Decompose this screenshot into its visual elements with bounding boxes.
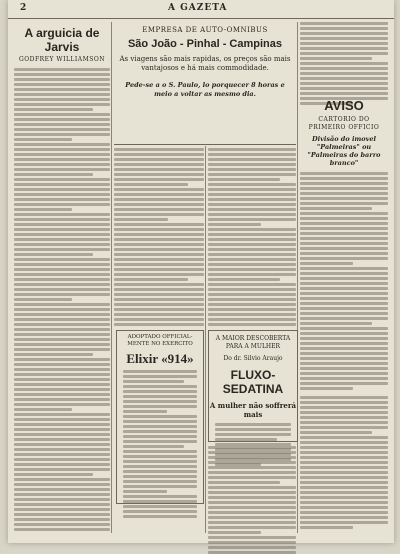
elixir-heading: ADOPTADO OFFICIAL-MENTE NO EXERCITO bbox=[127, 334, 193, 347]
aviso-title: AVISO bbox=[324, 98, 364, 113]
column3-lower-text bbox=[208, 446, 296, 554]
column-divider bbox=[205, 146, 206, 533]
fluxo-sedatina-advertisement bbox=[208, 330, 298, 442]
bus-company-advertisement bbox=[114, 22, 296, 145]
aviso-text-block bbox=[300, 172, 388, 390]
page-header bbox=[8, 0, 394, 19]
ad-company-name: EMPRESA DE AUTO-OMNIBUS bbox=[142, 26, 268, 34]
elixir-name: Elixir «914» bbox=[126, 351, 194, 366]
column3-text bbox=[208, 148, 296, 326]
ad-route: São João - Pinhal - Campinas bbox=[127, 38, 283, 50]
article-title: A arguicia de Jarvis bbox=[24, 26, 100, 54]
fluxo-heading: A MAIOR DESCOBERTA PARA A MULHER bbox=[215, 335, 291, 350]
aviso-office: CARTORIO DO PRIMEIRO OFFICIO bbox=[308, 116, 380, 131]
column4-lower-text bbox=[300, 396, 388, 529]
fluxo-name: FLUXO-SEDATINA bbox=[222, 368, 284, 396]
fluxo-slogan: A mulher não soffrerá mais bbox=[209, 401, 297, 419]
column4-top-text bbox=[300, 22, 388, 105]
fluxo-doctor: Do dr. Silvio Araujo bbox=[223, 355, 283, 362]
page-number: 2 bbox=[20, 3, 27, 13]
column-divider bbox=[297, 22, 298, 533]
ad-notice: Pede-se a o S. Paulo, lo porquecer 8 horas e meio a voltar as mesmo dia. bbox=[125, 81, 285, 98]
column-divider bbox=[111, 22, 112, 533]
elixir-text-block bbox=[117, 367, 203, 518]
article-text-block bbox=[14, 68, 110, 533]
article-jarvis bbox=[14, 22, 110, 533]
column2-text bbox=[114, 148, 204, 326]
elixir-advertisement bbox=[116, 330, 204, 504]
aviso-case: Divisão do imovel "Palmeiras" ou "Palmeiras do barro branco" bbox=[307, 135, 381, 167]
article-byline: GODFREY WILLIAMSON bbox=[18, 56, 106, 63]
aviso-notice bbox=[300, 98, 388, 390]
ad-schedule-note: As viagens são mais rapidas, os preços são mais vantajosos e há mais commodidade. bbox=[119, 55, 291, 72]
newspaper-name: A GAZETA bbox=[168, 3, 228, 13]
newspaper-page bbox=[8, 0, 394, 543]
